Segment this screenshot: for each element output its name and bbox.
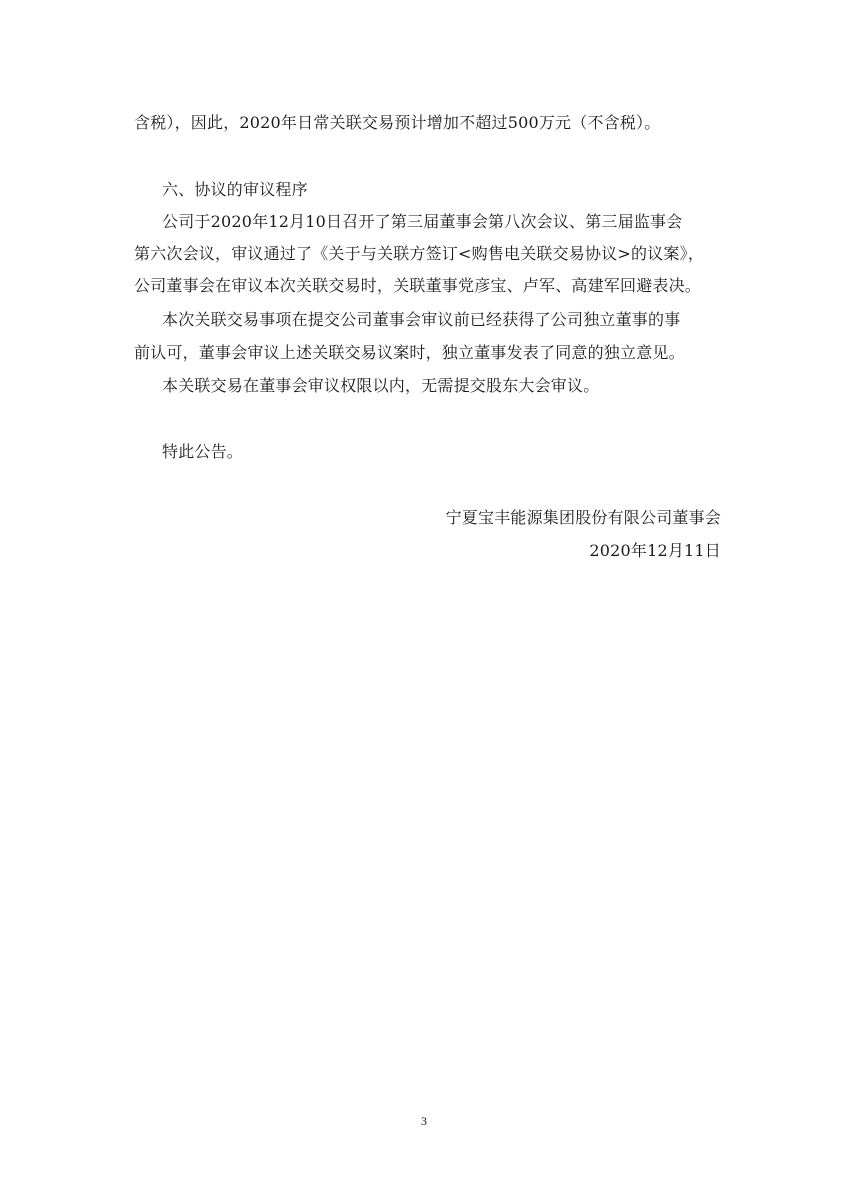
signature-date: 2020年12月11日 <box>589 541 721 560</box>
continuation-line: 含税），因此，2020年日常关联交易预计增加不超过500万元（不含税）。 <box>134 113 661 132</box>
paragraph2-line1: 本次关联交易事项在提交公司董事会审议前已经获得了公司独立董事的事 <box>162 310 681 329</box>
page-number: 3 <box>421 1114 427 1128</box>
paragraph1-line2: 第六次会议，审议通过了《关于与关联方签订<购售电关联交易协议>的议案》， <box>134 244 705 263</box>
paragraph2-line2: 前认可，董事会审议上述关联交易议案时，独立董事发表了同意的独立意见。 <box>134 343 685 362</box>
signature-organization: 宁夏宝丰能源集团股份有限公司董事会 <box>445 508 721 527</box>
paragraph1-line3: 公司董事会在审议本次关联交易时，关联董事党彦宝、卢军、高建军回避表决。 <box>134 276 702 295</box>
closing-text: 特此公告。 <box>162 442 244 461</box>
paragraph1-line1: 公司于2020年12月10日召开了第三届董事会第八次会议、第三届监事会 <box>162 212 683 231</box>
section-heading: 六、协议的审议程序 <box>162 180 308 199</box>
paragraph3: 本关联交易在董事会审议权限以内，无需提交股东大会审议。 <box>162 376 600 395</box>
